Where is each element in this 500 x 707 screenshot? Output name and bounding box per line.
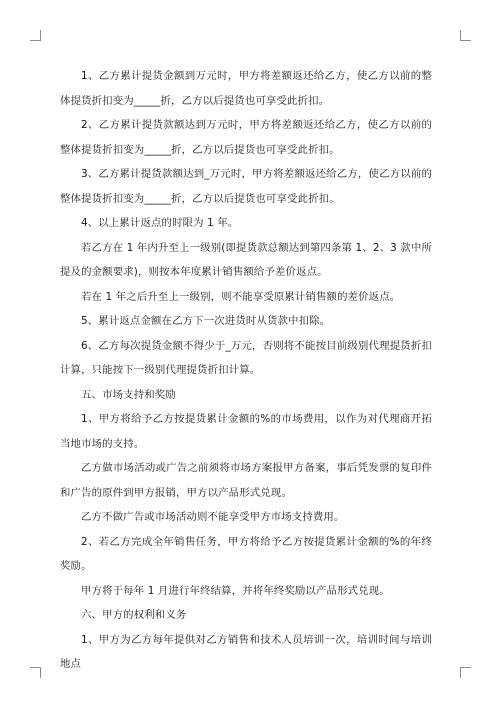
paragraph-year-end-reward: 2、若乙方完成全年销售任务，甲方将给予乙方按提货累计金额的%的年终奖励。 [60,535,432,572]
paragraph-market-fee: 1、甲方将给予乙方按提货累计金额的%的市场费用，以作为对代理商开拓当地市场的支持。 [60,413,432,450]
paragraph-upgrade-within-year: 若乙方在 1 年内升至上一级别(即提货款总额达到第四条第 1、2、3 款中所提及的金额要求)，则按本年度累计销售额给予差价返点。 [60,241,432,278]
document-body [60,64,432,677]
paragraph-training: 1、甲方为乙方每年提供对乙方销售和技术人员培训一次，培训时间与培训地点 [60,633,432,670]
crop-mark-top-left [30,30,41,41]
paragraph-minimum-order: 6、乙方每次提货金额不得少于_万元，否则将不能按目前级别代理提货折扣计算，只能按下一级别代理提货折扣计算。 [60,339,432,376]
paragraph-no-support: 乙方不做广告或市场活动则不能享受甲方市场支持费用。 [81,511,345,523]
paragraph-rebate-1: 1、乙方累计提货金额到万元时，甲方将差额返还给乙方，使乙方以前的整体提货折扣变为_____折，乙方以后提货也可享受此折扣。 [60,70,432,107]
paragraph-market-filing: 乙方做市场活动或广告之前须将市场方案报甲方备案，事后凭发票的复印件和广告的原件到甲方报销，甲方以产品形式兑现。 [60,462,432,499]
paragraph-rebate-period: 4、以上累计返点的时限为 1 年。 [81,217,239,229]
section-heading-party-a-rights: 六、甲方的权利和义务 [81,609,187,621]
crop-mark-bottom-right [460,667,471,678]
paragraph-rebate-deduction: 5、累计返点金额在乙方下一次进货时从货款中扣除。 [81,315,331,327]
section-heading-market-support: 五、市场支持和奖励 [81,388,176,401]
crop-mark-bottom-left [30,667,41,678]
paragraph-upgrade-after-year: 若在 1 年之后升至上一级别，则不能享受原累计销售额的差价返点。 [81,290,401,303]
paragraph-rebate-2: 2、乙方累计提货款额达到万元时，甲方将差额返还给乙方，使乙方以前的整体提货折扣变为_____折，乙方以后提货也可享受此折扣。 [60,119,432,156]
paragraph-rebate-3: 3、乙方累计提货款额达到_万元时，甲方将差额返还给乙方，使乙方以前的整体提货折扣变为_____折，乙方以后提货也可享受此折扣。 [60,168,432,205]
paragraph-year-end-settlement: 甲方将于每年 1 月进行年终结算，并将年终奖励以产品形式兑现。 [81,584,390,597]
crop-mark-top-right [460,30,471,41]
